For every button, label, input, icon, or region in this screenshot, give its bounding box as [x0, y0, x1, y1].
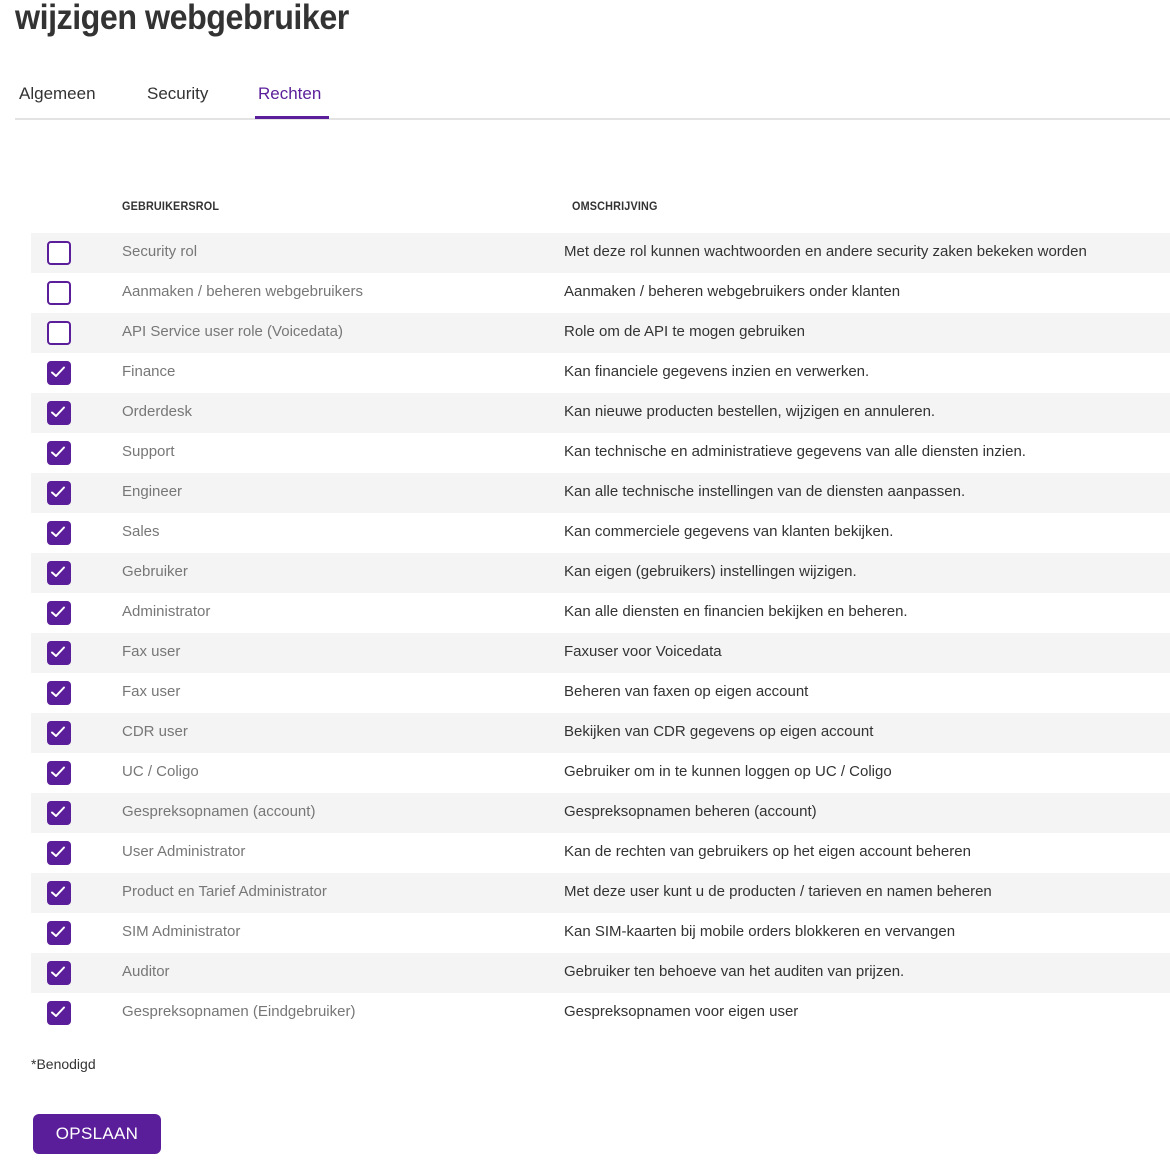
- role-description: Gebruiker om in te kunnen loggen op UC / Coligo: [564, 763, 892, 780]
- role-checkbox[interactable]: [47, 241, 71, 265]
- role-description: Aanmaken / beheren webgebruikers onder klanten: [564, 283, 901, 300]
- role-name: CDR user: [122, 723, 188, 740]
- role-description: Kan alle technische instellingen van de diensten aanpassen.: [564, 483, 966, 500]
- role-checkbox[interactable]: [47, 841, 71, 865]
- table-row: [31, 473, 1170, 513]
- role-checkbox[interactable]: [47, 281, 71, 305]
- role-checkbox[interactable]: [47, 921, 71, 945]
- role-name: Product en Tarief Administrator: [122, 883, 327, 900]
- role-checkbox[interactable]: [47, 521, 71, 545]
- role-checkbox[interactable]: [47, 601, 71, 625]
- role-name: Fax user: [122, 643, 181, 660]
- checkmark-icon: [50, 645, 66, 659]
- checkmark-icon: [50, 965, 66, 979]
- table-row: [31, 673, 1170, 713]
- checkmark-icon: [50, 685, 66, 699]
- table-row: [31, 513, 1170, 553]
- role-checkbox[interactable]: [47, 361, 71, 385]
- role-checkbox[interactable]: [47, 961, 71, 985]
- role-description: Met deze user kunt u de producten / tarieven en namen beheren: [564, 883, 992, 900]
- role-name: API Service user role (Voicedata): [122, 323, 343, 340]
- table-row: [31, 393, 1170, 433]
- role-description: Role om de API te mogen gebruiken: [564, 323, 805, 340]
- role-name: Fax user: [122, 683, 181, 700]
- role-description: Beheren van faxen op eigen account: [564, 683, 809, 700]
- role-checkbox[interactable]: [47, 321, 71, 345]
- role-checkbox[interactable]: [47, 441, 71, 465]
- required-note: *Benodigd: [31, 1056, 96, 1072]
- table-row: [31, 273, 1170, 313]
- role-description: Kan technische en administratieve gegevens van alle diensten inzien.: [564, 443, 1026, 460]
- checkmark-icon: [50, 925, 66, 939]
- page-title: wijzigen webgebruiker: [15, 0, 349, 37]
- table-row: [31, 753, 1170, 793]
- role-description: Kan alle diensten en financien bekijken en beheren.: [564, 603, 908, 620]
- role-checkbox[interactable]: [47, 761, 71, 785]
- role-checkbox[interactable]: [47, 1001, 71, 1025]
- checkmark-icon: [50, 805, 66, 819]
- role-name: Support: [122, 443, 175, 460]
- role-checkbox[interactable]: [47, 681, 71, 705]
- table-row: [31, 993, 1170, 1033]
- checkmark-icon: [50, 565, 66, 579]
- checkmark-icon: [50, 605, 66, 619]
- role-name: Orderdesk: [122, 403, 193, 420]
- role-name: Gebruiker: [122, 563, 188, 580]
- role-description: Kan commerciele gegevens van klanten bekijken.: [564, 523, 894, 540]
- role-name: Administrator: [122, 603, 211, 620]
- role-name: Engineer: [122, 483, 183, 500]
- role-checkbox[interactable]: [47, 401, 71, 425]
- tab-rechten[interactable]: Rechten: [258, 72, 321, 118]
- role-description: Gespreksopnamen beheren (account): [564, 803, 817, 820]
- checkmark-icon: [50, 445, 66, 459]
- table-row: [31, 793, 1170, 833]
- role-name: Security rol: [122, 243, 198, 260]
- table-row: [31, 953, 1170, 993]
- tab-security[interactable]: Security: [147, 84, 209, 103]
- role-name: Gespreksopnamen (account): [122, 803, 316, 820]
- roles-table: [31, 233, 1170, 1033]
- column-header-role: GEBRUIKERSROL: [122, 199, 220, 213]
- table-row: [31, 433, 1170, 473]
- role-name: Auditor: [122, 963, 170, 980]
- role-name: SIM Administrator: [122, 923, 241, 940]
- table-row: [31, 313, 1170, 353]
- tab-algemeen[interactable]: Algemeen: [19, 84, 96, 103]
- checkmark-icon: [50, 885, 66, 899]
- role-description: Bekijken van CDR gegevens op eigen account: [564, 723, 874, 740]
- role-checkbox[interactable]: [47, 801, 71, 825]
- checkmark-icon: [50, 525, 66, 539]
- role-description: Kan SIM-kaarten bij mobile orders blokkeren en vervangen: [564, 923, 956, 940]
- checkmark-icon: [50, 485, 66, 499]
- table-row: [31, 553, 1170, 593]
- column-header-description: OMSCHRIJVING: [572, 199, 658, 213]
- role-name: Sales: [122, 523, 160, 540]
- checkmark-icon: [50, 365, 66, 379]
- table-row: [31, 833, 1170, 873]
- table-row: [31, 873, 1170, 913]
- table-row: [31, 633, 1170, 673]
- role-description: Faxuser voor Voicedata: [564, 643, 722, 660]
- role-description: Gebruiker ten behoeve van het auditen van prijzen.: [564, 963, 905, 980]
- role-checkbox[interactable]: [47, 641, 71, 665]
- table-row: [31, 913, 1170, 953]
- checkmark-icon: [50, 845, 66, 859]
- role-description: Kan financiele gegevens inzien en verwerken.: [564, 363, 870, 380]
- role-description: Kan de rechten van gebruikers op het eigen account beheren: [564, 843, 971, 860]
- role-description: Kan eigen (gebruikers) instellingen wijzigen.: [564, 563, 857, 580]
- role-description: Gespreksopnamen voor eigen user: [564, 1003, 799, 1020]
- save-button[interactable]: OPSLAAN: [33, 1114, 161, 1154]
- role-checkbox[interactable]: [47, 481, 71, 505]
- checkmark-icon: [50, 725, 66, 739]
- role-checkbox[interactable]: [47, 721, 71, 745]
- table-row: [31, 593, 1170, 633]
- tab-bar: [15, 72, 1170, 120]
- role-name: Finance: [122, 363, 176, 380]
- role-description: Kan nieuwe producten bestellen, wijzigen en annuleren.: [564, 403, 936, 420]
- role-name: Gespreksopnamen (Eindgebruiker): [122, 1003, 356, 1020]
- checkmark-icon: [50, 405, 66, 419]
- role-checkbox[interactable]: [47, 561, 71, 585]
- role-description: Met deze rol kunnen wachtwoorden en andere security zaken bekeken worden: [564, 243, 1087, 260]
- role-name: Aanmaken / beheren webgebruikers: [122, 283, 363, 300]
- table-row: [31, 713, 1170, 753]
- role-checkbox[interactable]: [47, 881, 71, 905]
- role-name: UC / Coligo: [122, 763, 199, 780]
- role-name: User Administrator: [122, 843, 246, 860]
- checkmark-icon: [50, 765, 66, 779]
- table-row: [31, 233, 1170, 273]
- table-row: [31, 353, 1170, 393]
- checkmark-icon: [50, 1005, 66, 1019]
